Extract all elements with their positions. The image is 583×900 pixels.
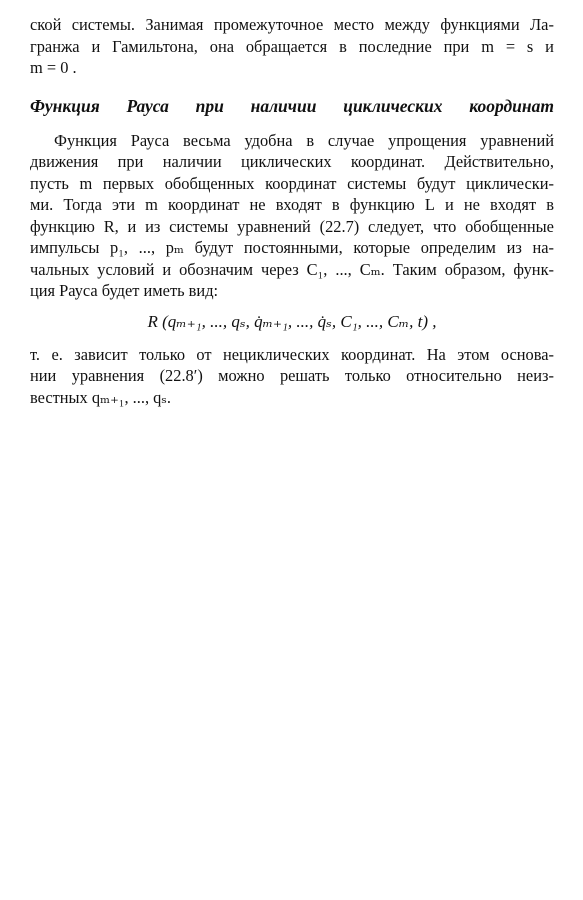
text-line: чальных условий и обозначим через C₁, ..., Cₘ. Таким образом, функ-: [30, 259, 554, 279]
text-line: m = 0 .: [30, 58, 77, 77]
intro-paragraph: [30, 14, 554, 79]
text-line: т. е. зависит только от нециклических координат. На этом основа-: [30, 344, 554, 364]
section-heading: Функция Рауса при наличии циклических координат: [30, 95, 554, 116]
text-line: Функция Рауса весьма удобна в случае упрощения уравнений: [54, 130, 554, 150]
text-line: импульсы p₁, ..., pₘ будут постоянными, которые определим из на-: [30, 238, 554, 257]
body-paragraph: [30, 130, 554, 302]
routh-function-formula: R (qₘ₊₁, ..., qₛ, q̇ₘ₊₁, ..., q̇ₛ, C₁, ..., Cₘ, t) ,: [147, 311, 437, 331]
text-line: пусть m первых обобщенных координат системы будут циклически-: [30, 173, 554, 193]
text-line: гранжа и Гамильтона, она обращается в последние при m = s и: [30, 36, 554, 56]
document-page: [30, 14, 554, 408]
tail-paragraph: [30, 344, 554, 409]
text-line: ской системы. Занимая промежуточное место между функциями Ла-: [30, 15, 554, 34]
text-line: ция Рауса будет иметь вид:: [30, 281, 219, 300]
text-line: нии уравнения (22.8′) можно решать только относительно неиз-: [30, 366, 554, 385]
text-line: функцию R, и из системы уравнений (22.7) следует, что обобщенные: [30, 216, 554, 236]
text-line: вестных qₘ₊₁, ..., qₛ.: [30, 387, 171, 407]
text-line: движения при наличии циклических координат. Действительно,: [30, 152, 554, 171]
text-line: ми. Тогда эти m координат не входят в функцию L и не входят в: [30, 195, 554, 214]
